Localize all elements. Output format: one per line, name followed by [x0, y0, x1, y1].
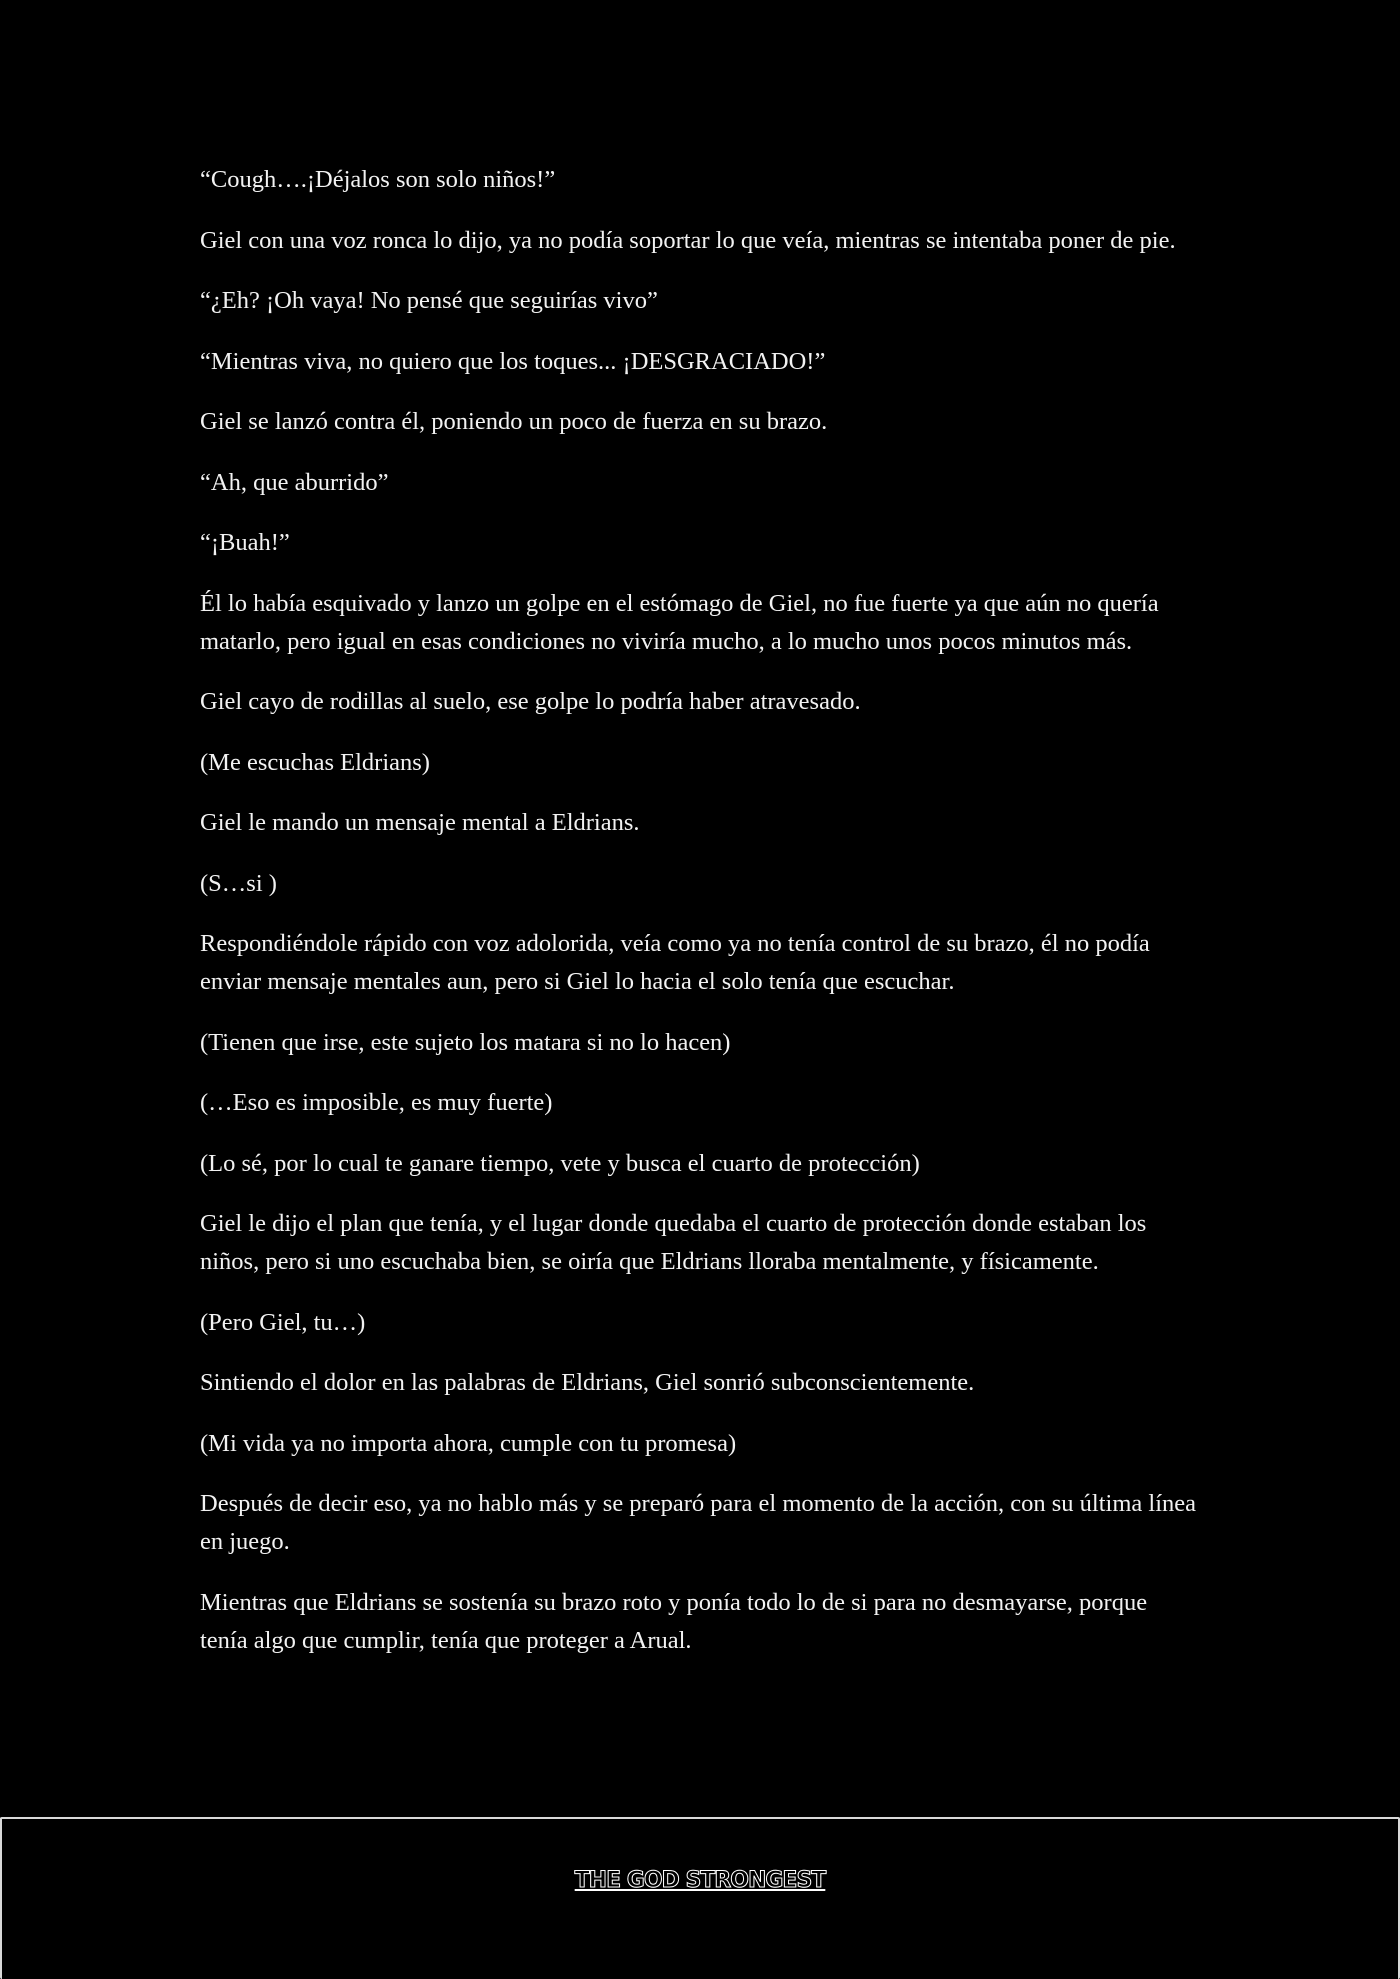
paragraph: “Mientras viva, no quiero que los toques... ¡DESGRACIADO!”	[200, 347, 826, 375]
paragraph: Giel se lanzó contra él, poniendo un poco de fuerza en su brazo.	[200, 408, 828, 435]
paragraph: Giel le dijo el plan que tenía, y el lugar donde quedaba el cuarto de protección donde estaban los niños, pero si uno escuchaba bien, se oiría que Eldrians lloraba mentalmente, y físicamente.	[200, 1210, 1147, 1275]
paragraph: Él lo había esquivado y lanzo un golpe en el estómago de Giel, no fue fuerte ya que aún no quería matarlo, pero igual en esas condiciones no viviría mucho, a lo mucho unos pocos minutos más.	[200, 589, 1159, 655]
paragraph: (Mi vida ya no importa ahora, cumple con tu promesa)	[200, 1429, 737, 1457]
paragraph: (Lo sé, por lo cual te ganare tiempo, vete y busca el cuarto de protección)	[200, 1149, 920, 1177]
paragraph: (Pero Giel, tu…)	[200, 1308, 366, 1336]
paragraph: “¿Eh? ¡Oh vaya! No pensé que seguirías vivo”	[200, 287, 658, 314]
story-text	[200, 161, 1200, 1682]
paragraph: Giel le mando un mensaje mental a Eldrians.	[200, 809, 640, 836]
paragraph: “¡Buah!”	[200, 529, 290, 556]
paragraph: (S…si )	[200, 869, 277, 897]
paragraph: Sintiendo el dolor en las palabras de Eldrians, Giel sonrió subconscientemente.	[200, 1369, 975, 1396]
paragraph: Giel con una voz ronca lo dijo, ya no podía soportar lo que veía, mientras se intentaba poner de pie.	[200, 226, 1176, 254]
paragraph: Mientras que Eldrians se sostenía su brazo roto y ponía todo lo de si para no desmayarse, porque tenía algo que cumplir, tenía que proteger a Arual.	[200, 1588, 1148, 1654]
footer-banner	[0, 1817, 1400, 1979]
paragraph: Giel cayo de rodillas al suelo, ese golpe lo podría haber atravesado.	[200, 688, 861, 715]
paragraph: Respondiéndole rápido con voz adolorida, veía como ya no tenía control de su brazo, él no podía enviar mensaje mentales aun, pero si Giel lo hacia el solo tenía que escuchar.	[200, 930, 1150, 995]
paragraph: (Tienen que irse, este sujeto los matara si no lo hacen)	[200, 1028, 731, 1056]
paragraph: “Cough….¡Déjalos son solo niños!”	[200, 166, 556, 193]
footer-logo: THE GOD STRONGEST	[574, 1868, 826, 1893]
paragraph: (…Eso es imposible, es muy fuerte)	[200, 1089, 553, 1116]
paragraph: “Ah, que aburrido”	[200, 468, 389, 496]
paragraph: (Me escuchas Eldrians)	[200, 748, 430, 776]
paragraph: Después de decir eso, ya no hablo más y se preparó para el momento de la acción, con su última línea en juego.	[200, 1490, 1196, 1555]
